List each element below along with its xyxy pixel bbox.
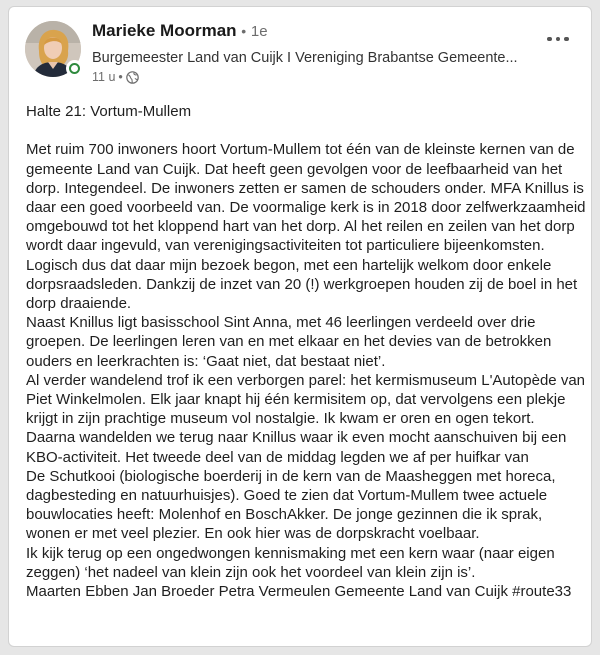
post-text-line: Piet Winkelmolen. Elk jaar knapt hij één kermisitem op, dat vervolgens een plekje — [26, 391, 566, 409]
post-text-line: Met ruim 700 inwoners hoort Vortum-Mullem tot één van de kleinste kernen van de — [26, 141, 575, 159]
post-text-line: Naast Knillus ligt basisschool Sint Anna, met 46 leerlingen verdeeld over drie — [26, 314, 536, 332]
more-horizontal-icon[interactable] — [543, 29, 573, 49]
post-time[interactable]: 11 u — [92, 70, 116, 84]
post-text-line: groepen. De leerlingen leren van en met elkaar en het devies van de betrokken — [26, 333, 552, 351]
post-text-line: ouders en leerkrachten is: ‘Gaat niet, dat bestaat niet’. — [26, 352, 386, 370]
post-text-line: KBO-activiteit. Het tweede deel van de middag legden we af per huifkar van — [26, 448, 529, 466]
globe-icon — [126, 71, 139, 84]
post-text — [26, 140, 586, 601]
post-text-line: dorp. Integendeel. De inwoners zetten er samen de schouders onder. MFA Knillus is — [26, 179, 584, 197]
post-text-line: wonen er met veel plezier. En ook hier was de dorpskracht voelbaar. — [26, 525, 480, 543]
connection-degree: 1e — [250, 23, 268, 40]
post-meta — [92, 69, 139, 85]
post-text-line: De Schutkooi (biologische boerderij in de kern van de Maasheggen met horeca, — [26, 467, 556, 485]
author-name-line — [92, 20, 268, 43]
post-text-line: Daarna wandelden we terug naar Knillus waar ik even mocht aanschuiven bij een — [26, 429, 567, 447]
online-status-icon — [66, 60, 83, 77]
author-headline: Burgemeester Land van Cuijk I Vereniging Brabantse Gemeente... — [92, 50, 518, 66]
post-text-line: dorpsraadsleden. Dankzij de inzet van 20 (!) werkgroepen houden zij de boel in het — [26, 275, 578, 293]
author-avatar[interactable] — [25, 21, 81, 77]
post-text-line: daar een goed voorbeeld van. De voormalige kerk is in 2018 door zelfwerkzaamheid — [26, 199, 586, 216]
post-text-line: gemeente Land van Cuijk. Dat heeft geen gevolgen voor de leefbaarheid van het — [26, 160, 563, 178]
author-name[interactable]: Marieke Moorman — [92, 21, 237, 40]
post-text-line: zeggen) ‘het nadeel van klein zijn ook het voordeel van klein zijn is’. — [26, 563, 476, 581]
post-text-line: bouwlocaties heeft: Molenhof en BoschAkker. De jonge gezinnen die ik sprak, — [26, 506, 543, 524]
post-text-line: omgebouwd tot het kloppend hart van het dorp. Al het reilen en zeilen van het dorp — [26, 218, 575, 236]
meta-separator: • — [118, 70, 123, 84]
name-separator: • — [241, 23, 247, 39]
post-text-line: Al verder wandelend trof ik een verborgen parel: het kermismuseum L'Autopède van — [26, 371, 586, 389]
post-text-line: dorp draaiende. — [26, 295, 132, 313]
post-card — [8, 6, 592, 647]
post-text-line: Ik kijk terug op een ongedwongen kennismaking met een kern waar (naar eigen — [26, 544, 555, 562]
post-title: Halte 21: Vortum-Mullem — [26, 103, 192, 120]
post-header — [9, 7, 591, 93]
post-text-line: Logisch dus dat daar mijn bezoek begon, met een hartelijk welkom door enkele — [26, 256, 552, 274]
post-text-line: wordt daar ingevuld, van verenigingsactiviteiten tot particuliere bijeenkomsten. — [26, 237, 545, 255]
post-text-line: Maarten Ebben Jan Broeder Petra Vermeulen Gemeente Land van Cuijk #route33 — [26, 583, 572, 601]
post-text-line: krijgt in zijn prachtige museum vol nostalgie. Ik kwam er oren en ogen tekort. — [26, 410, 535, 428]
post-body — [26, 102, 586, 601]
post-text-line: dagbesteding en natuurhuisjes). Goed te zien dat Vortum-Mullem twee actuele — [26, 487, 548, 505]
